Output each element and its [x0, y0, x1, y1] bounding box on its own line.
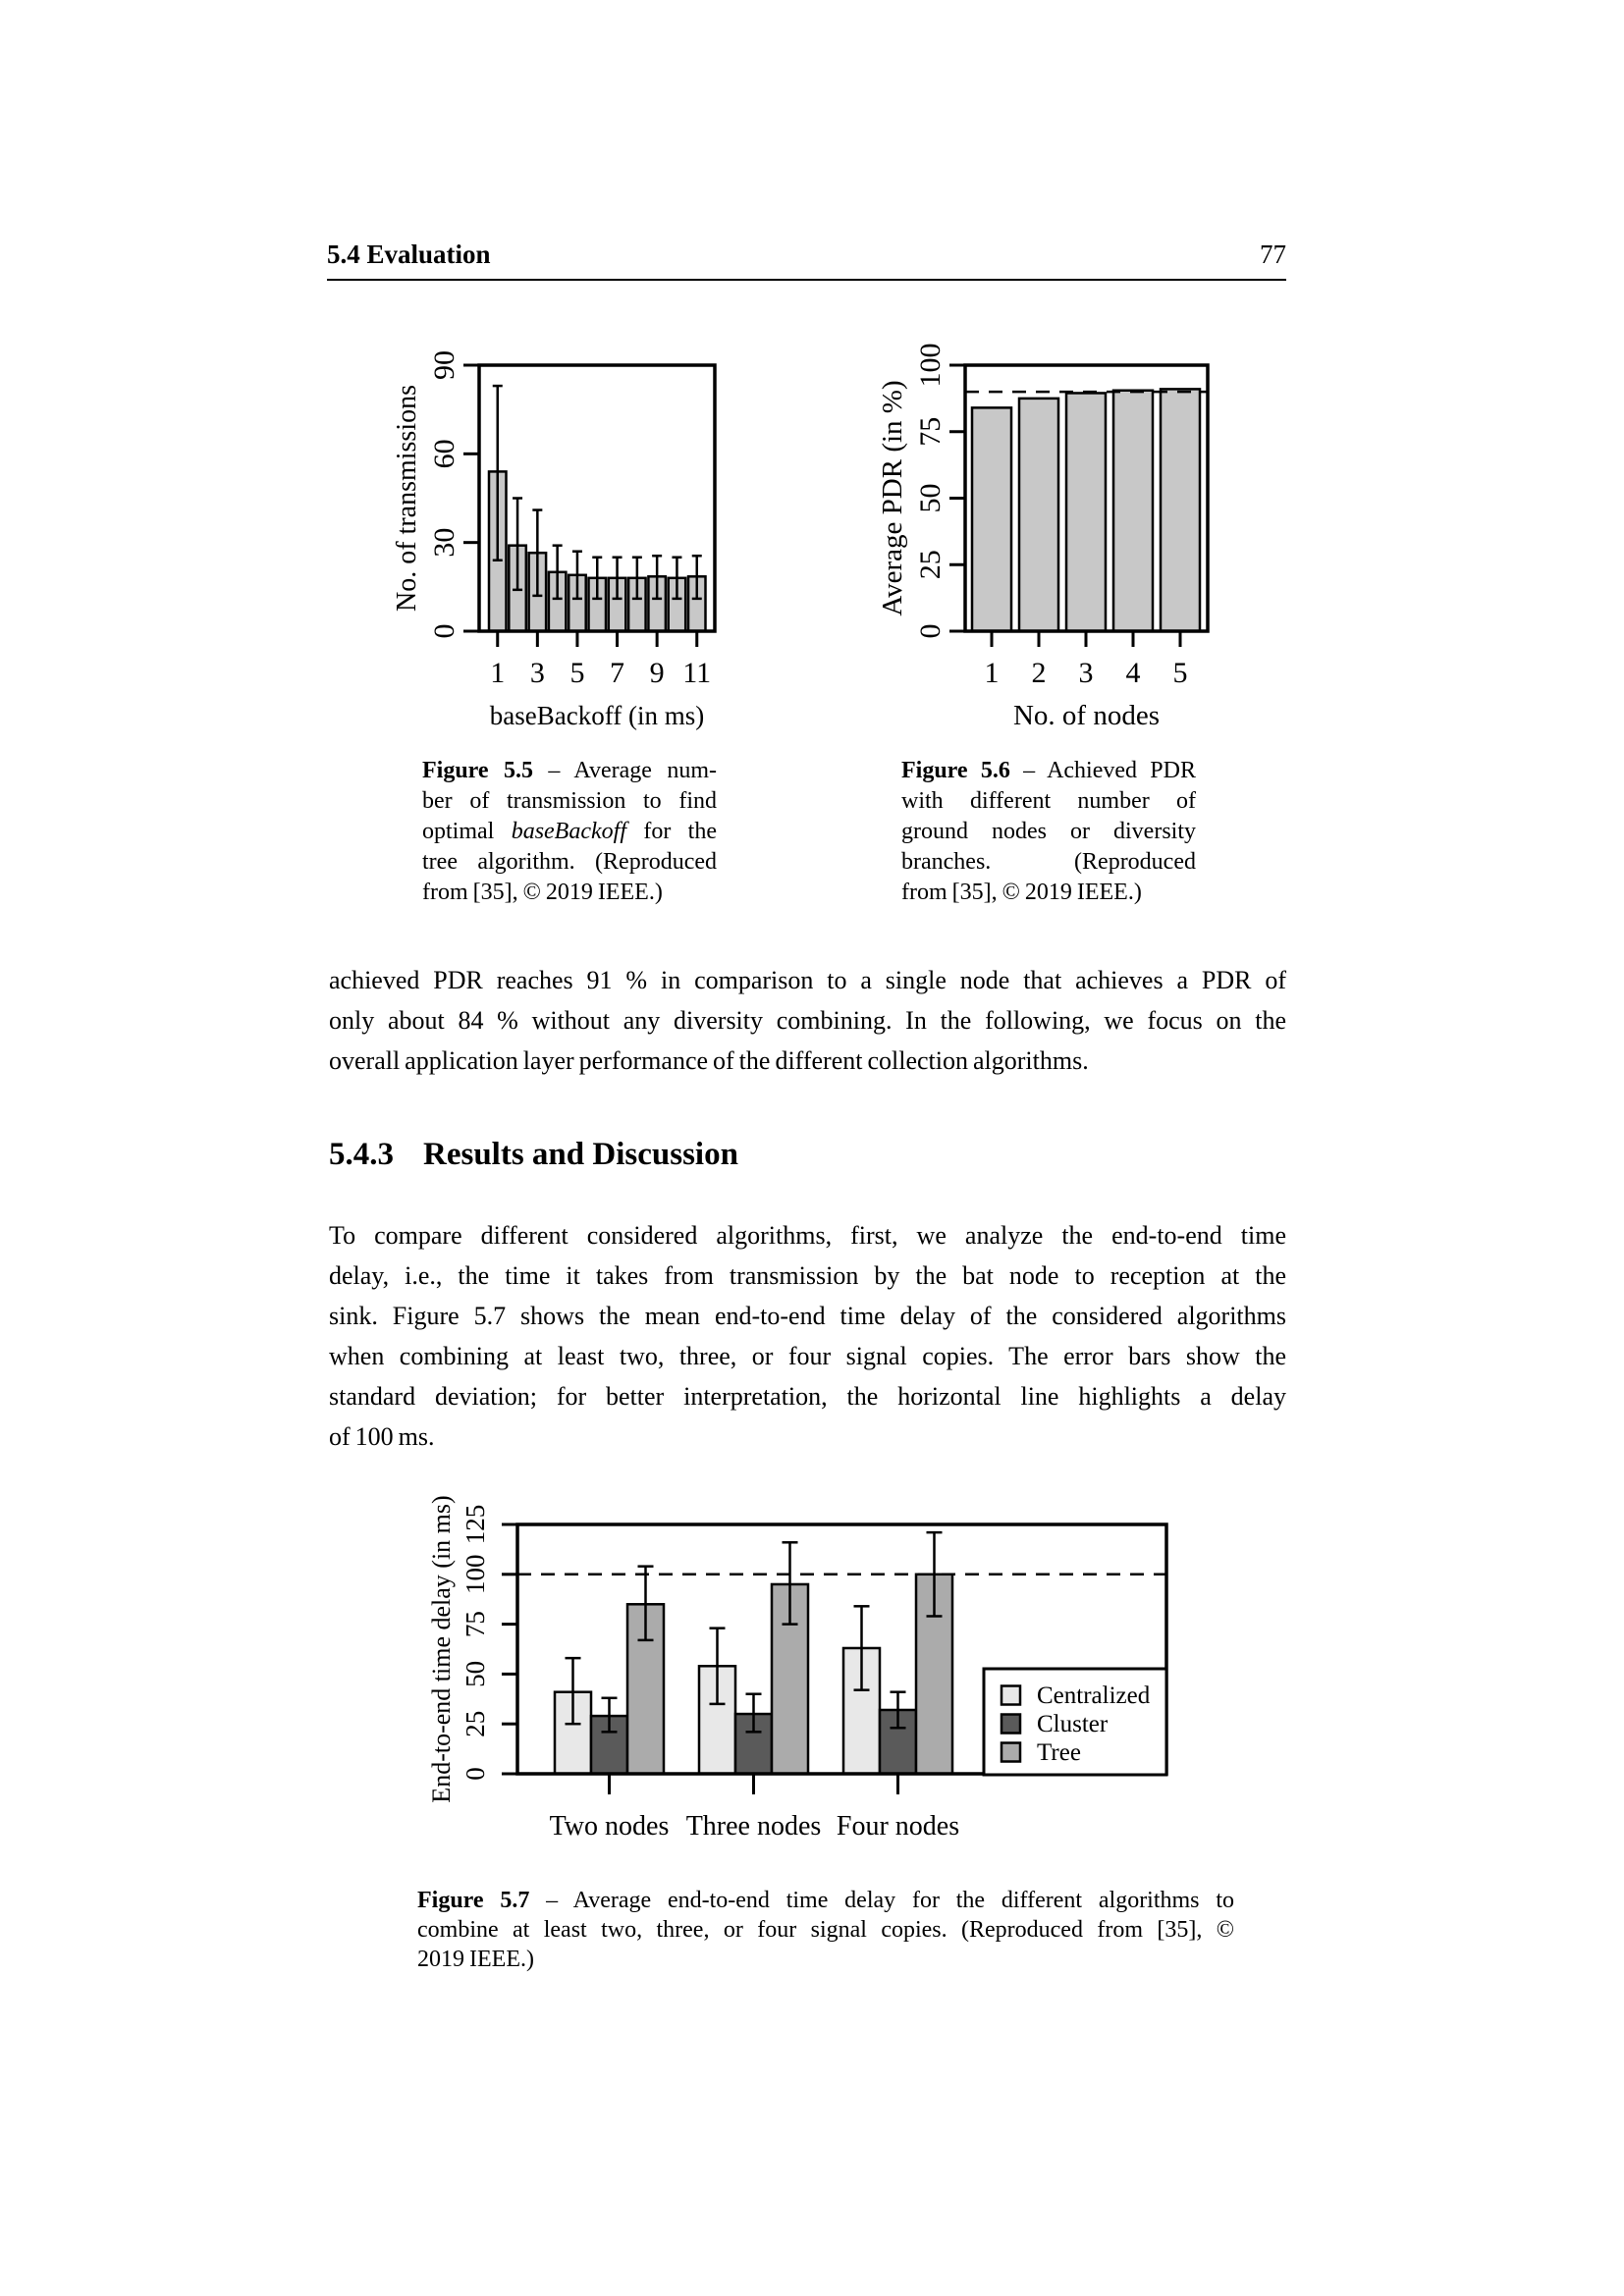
y-tick-label: 0	[914, 623, 947, 639]
text-line: branches. (Reproduced	[901, 849, 1196, 875]
figure-5-5-caption	[422, 756, 717, 908]
text-line: standard deviation; for better interpretation, the horizontal line highlights a delay	[329, 1382, 1286, 1411]
y-tick-label: 100	[914, 343, 947, 388]
bar	[1066, 393, 1106, 631]
paragraph	[329, 960, 1286, 1081]
x-tick-label: 3	[1078, 657, 1094, 689]
legend	[984, 1669, 1166, 1775]
y-tick-label: 30	[428, 527, 460, 558]
figure-5-6-chart	[864, 327, 1237, 731]
x-tick-label: 1	[984, 657, 1000, 689]
legend-label: Centralized	[1037, 1682, 1151, 1709]
section-heading	[329, 1137, 738, 1173]
figure-5-7-chart	[412, 1482, 1198, 1870]
text-line: 2019 IEEE.)	[417, 1947, 534, 1972]
running-header-section: 5.4 Evaluation	[327, 240, 491, 269]
text-line: only about 84 % without any diversity combining. In the following, we focus on the	[329, 1006, 1286, 1035]
page-number: 77	[1260, 240, 1286, 269]
text-line: To compare different considered algorithms, first, we analyze the end-to-end time	[329, 1221, 1286, 1250]
legend-label: Cluster	[1037, 1711, 1109, 1737]
section-number: 5.4.3	[329, 1137, 394, 1172]
x-tick-label: 5	[1172, 657, 1188, 689]
group-label: Four nodes	[836, 1811, 960, 1842]
group-label: Three nodes	[685, 1811, 822, 1842]
bar	[1161, 389, 1200, 631]
text-line: tree algorithm. (Reproduced	[422, 849, 717, 875]
text-line: overall application layer performance of the different collection algorithms.	[329, 1046, 1089, 1075]
y-tick-label: 90	[428, 350, 460, 380]
y-tick-label: 75	[460, 1611, 490, 1638]
legend-swatch	[1001, 1686, 1020, 1705]
x-tick-label: 2	[1031, 657, 1047, 689]
text-line: when combining at least two, three, or four signal copies. The error bars show the	[329, 1342, 1286, 1370]
y-tick-label: 0	[428, 623, 460, 639]
figure-5-5-chart	[388, 327, 751, 731]
legend-swatch	[1001, 1743, 1020, 1762]
y-tick-label: 60	[428, 439, 460, 469]
x-tick-label: 4	[1125, 657, 1141, 689]
y-axis-label: Average PDR (in %)	[877, 380, 908, 616]
paragraph	[329, 1215, 1286, 1457]
y-tick-label: 0	[460, 1767, 490, 1781]
x-tick-label: 1	[490, 657, 506, 689]
figure-5-7-caption	[417, 1886, 1234, 1974]
text-line: ber of transmission to find	[422, 788, 717, 814]
y-tick-label: 50	[914, 483, 947, 513]
text-line: delay, i.e., the time it takes from transmission by the bat node to reception at the	[329, 1261, 1286, 1290]
x-tick-label: 11	[682, 657, 712, 689]
text-line: ground nodes or diversity	[901, 819, 1196, 844]
text-line: Figure 5.7 – Average end-to-end time delay for the different algorithms to	[417, 1888, 1235, 1913]
section-title: Results and Discussion	[423, 1137, 738, 1172]
group-label: Two nodes	[549, 1811, 670, 1842]
x-axis-label: No. of nodes	[1012, 700, 1161, 731]
y-tick-label: 25	[914, 550, 947, 580]
text-line: combine at least two, three, or four signal copies. (Reproduced from [35], ©	[417, 1917, 1234, 1943]
x-tick-label: 9	[649, 657, 665, 689]
y-tick-label: 25	[460, 1710, 490, 1737]
y-tick-label: 75	[914, 416, 947, 447]
figure-5-6-caption	[901, 756, 1196, 908]
text-line: of 100 ms.	[329, 1422, 435, 1451]
y-tick-label: 125	[460, 1504, 490, 1545]
text-line: Figure 5.5 – Average num-	[422, 758, 717, 783]
bar	[1113, 391, 1153, 631]
x-tick-label: 7	[610, 657, 625, 689]
text-line: Figure 5.6 – Achieved PDR	[901, 758, 1196, 783]
text-line: achieved PDR reaches 91 % in comparison to a single node that achieves a PDR of	[329, 966, 1286, 994]
x-tick-label: 5	[569, 657, 585, 689]
text-line: with different number of	[901, 788, 1196, 814]
x-axis-label: baseBackoff (in ms)	[489, 701, 705, 730]
y-axis-label: End-to-end time delay (in ms)	[427, 1495, 456, 1803]
x-tick-label: 3	[529, 657, 545, 689]
bar	[1019, 399, 1058, 631]
y-tick-label: 100	[460, 1554, 490, 1595]
text-line: sink. Figure 5.7 shows the mean end-to-end time delay of the considered algorithms	[329, 1302, 1286, 1330]
text-line: optimal baseBackoff for the	[422, 819, 717, 844]
bar	[972, 407, 1011, 631]
y-axis-label: No. of transmissions	[392, 385, 422, 612]
text-line: from [35], © 2019 IEEE.)	[422, 880, 663, 905]
text-line: from [35], © 2019 IEEE.)	[901, 880, 1142, 905]
legend-swatch	[1001, 1715, 1020, 1734]
legend-label: Tree	[1037, 1739, 1081, 1766]
y-tick-label: 50	[460, 1660, 490, 1687]
header-rule	[327, 279, 1286, 281]
